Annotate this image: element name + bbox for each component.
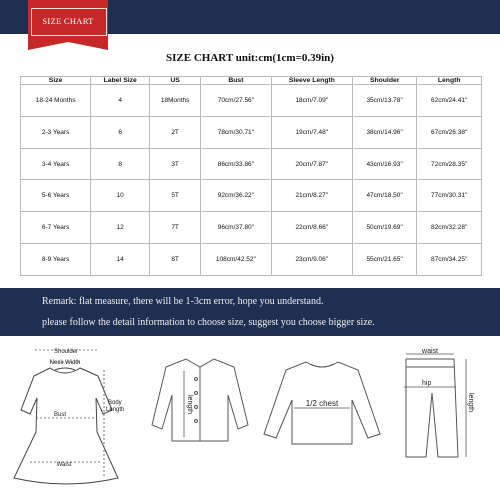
pants-waist-label: waist [422, 348, 438, 355]
cell-length: 62cm/24.41'' [417, 85, 482, 117]
dress-body-label: Body [108, 400, 122, 406]
cell-size: 3-4 Years [21, 148, 91, 180]
cell-shoulder: 38cm/14.96'' [352, 116, 417, 148]
cell-label-size: 8 [91, 148, 150, 180]
table-row [21, 180, 482, 212]
shirt-measurement-diagram [150, 345, 250, 465]
table-row [21, 212, 482, 244]
table-row [21, 116, 482, 148]
dress-shoulder-label: Shoulder [53, 349, 79, 355]
shirt-length-label: length [186, 395, 193, 415]
cell-length: 87cm/34.25'' [417, 244, 482, 276]
cell-label-size: 14 [91, 244, 150, 276]
size-chart-badge [28, 0, 108, 42]
header-label-size: Label Size [91, 77, 150, 85]
page-title: SIZE CHART unit:cm(1cm=0.39in) [166, 52, 334, 64]
cell-bust: 78cm/30.71'' [201, 116, 272, 148]
header-sleeve-length: Sleeve Length [271, 77, 352, 85]
cell-sleeve-length: 18cm/7.09'' [271, 85, 352, 117]
table-row [21, 85, 482, 117]
cell-sleeve-length: 21cm/8.27'' [271, 180, 352, 212]
cell-sleeve-length: 23cm/9.06'' [271, 244, 352, 276]
sweater-chest-label: 1/2 chest [305, 399, 339, 408]
cell-shoulder: 35cm/13.78'' [352, 85, 417, 117]
cell-bust: 96cm/37.80'' [201, 212, 272, 244]
cell-label-size: 10 [91, 180, 150, 212]
dress-waist-label: Waist [56, 462, 72, 468]
cell-us: 5T [150, 180, 201, 212]
table-row [21, 244, 482, 276]
cell-us: 7T [150, 212, 201, 244]
pants-length-label: length [467, 393, 474, 413]
dress-neck-width-label: Neck Width [49, 360, 81, 366]
cell-size: 8-9 Years [21, 244, 91, 276]
cell-sleeve-length: 19cm/7.48'' [271, 116, 352, 148]
cell-shoulder: 50cm/19.69'' [352, 212, 417, 244]
dress-bust-label: Bust [53, 412, 67, 418]
header-bust: Bust [201, 77, 272, 85]
cell-shoulder: 47cm/18.50'' [352, 180, 417, 212]
cell-sleeve-length: 22cm/8.66'' [271, 212, 352, 244]
table-header-row [21, 77, 482, 85]
header-us: US [150, 77, 201, 85]
cell-size: 2-3 Years [21, 116, 91, 148]
cell-size: 6-7 Years [21, 212, 91, 244]
table-row [21, 148, 482, 180]
size-table [20, 76, 482, 276]
cell-bust: 108cm/42.52'' [201, 244, 272, 276]
header-shoulder: Shoulder [352, 77, 417, 85]
dress-length-label: Length [106, 407, 125, 413]
cell-size: 18-24 Months [21, 85, 91, 117]
cell-length: 77cm/30.31'' [417, 180, 482, 212]
cell-us: 18Months [150, 85, 201, 117]
badge-label: SIZE CHART [42, 16, 94, 26]
remark-banner [0, 288, 500, 336]
cell-label-size: 12 [91, 212, 150, 244]
cell-us: 2T [150, 116, 201, 148]
header-size: Size [21, 77, 91, 85]
cell-shoulder: 55cm/21.65'' [352, 244, 417, 276]
cell-shoulder: 43cm/16.93'' [352, 148, 417, 180]
cell-size: 5-6 Years [21, 180, 91, 212]
cell-us: 8T [150, 244, 201, 276]
cell-label-size: 4 [91, 85, 150, 117]
remark-line-1: Remark: flat measure, there will be 1-3cm error, hope you understand. [42, 296, 324, 307]
cell-bust: 86cm/33.86'' [201, 148, 272, 180]
pants-measurement-diagram [392, 345, 492, 475]
cell-us: 3T [150, 148, 201, 180]
cell-length: 67cm/26.38'' [417, 116, 482, 148]
cell-sleeve-length: 20cm/7.87'' [271, 148, 352, 180]
cell-bust: 70cm/27.56'' [201, 85, 272, 117]
sweater-measurement-diagram [262, 350, 382, 460]
header-length: Length [417, 77, 482, 85]
pants-hip-label: hip [422, 380, 432, 387]
cell-label-size: 6 [91, 116, 150, 148]
remark-line-2: please follow the detail information to choose size, suggest you choose bigger size. [42, 317, 375, 328]
dress-measurement-diagram [0, 340, 140, 500]
pants-outline-icon [406, 359, 458, 457]
cell-length: 82cm/32.28'' [417, 212, 482, 244]
cell-bust: 92cm/36.22'' [201, 180, 272, 212]
cell-length: 72cm/28.35'' [417, 148, 482, 180]
